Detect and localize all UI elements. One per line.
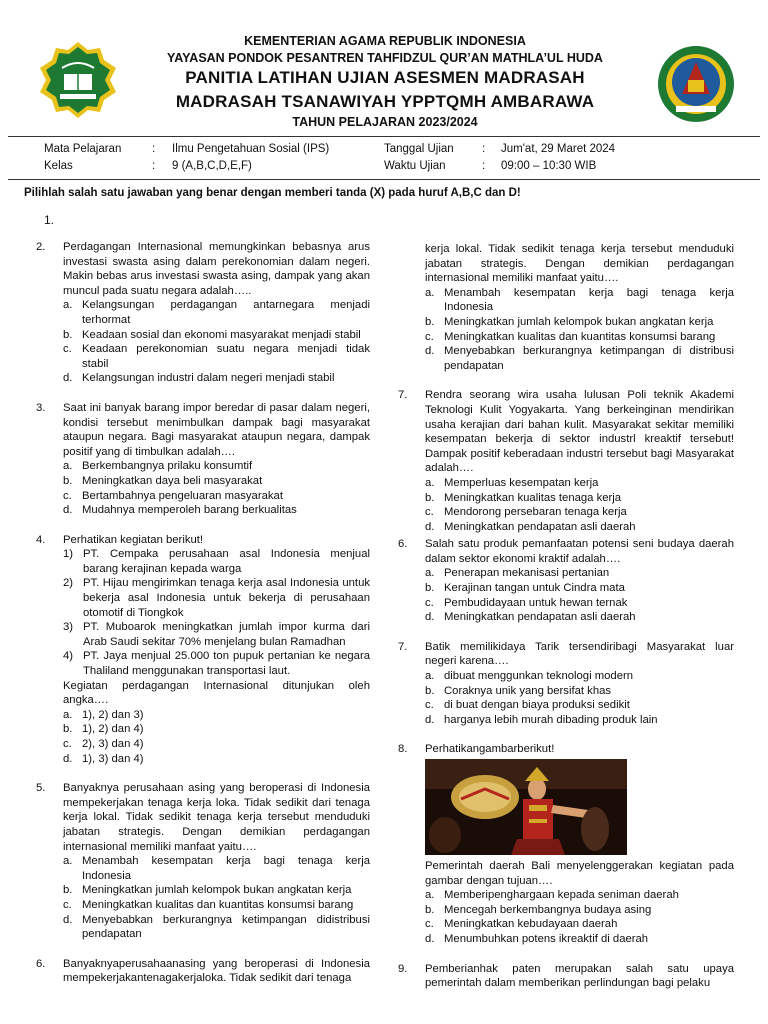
option-text: 1), 3) dan 4) xyxy=(82,752,144,765)
option-letter: d. xyxy=(425,713,435,726)
option-text: Bertambahnya pengeluaran masyarakat xyxy=(82,489,283,502)
option-letter: d. xyxy=(63,752,73,765)
time-label: Waktu Ujian xyxy=(384,160,446,172)
statement-text: PT. Muboarok meningkatkan jumlah impor kurma dari Arab Saudi sekitar 70% menjelang bulan Ramadhan xyxy=(83,621,370,648)
question-5 xyxy=(36,781,370,942)
option-text: Penerapan mekanisasi pertanian xyxy=(444,567,610,580)
option-letter: c. xyxy=(425,918,434,931)
option-text: Keadaan sosial dan ekonomi masyarakat menjadi stabil xyxy=(82,328,361,341)
question-7b xyxy=(398,640,734,728)
option-d[interactable] xyxy=(425,932,734,947)
question-number: 4. xyxy=(36,533,46,546)
date-label: Tanggal Ujian xyxy=(384,143,454,155)
option-text: Menumbuhkan potens ikreaktif di daerah xyxy=(444,932,649,945)
question-text: Batik memilikidaya Tarik tersendiribagi Masyarakat luar negeri karena…. xyxy=(425,640,734,668)
option-letter: c. xyxy=(425,596,434,609)
question-number: 9. xyxy=(398,962,408,975)
option-letter: d. xyxy=(425,345,435,358)
option-text: Meningkatkan pendapatan asli daerah xyxy=(444,520,636,533)
option-letter: b. xyxy=(63,328,73,341)
option-c[interactable] xyxy=(63,898,370,913)
question-4 xyxy=(36,533,370,767)
left-column xyxy=(36,240,370,1001)
question-number: 6. xyxy=(36,957,46,970)
option-text: Mudahnya memperoleh barang berkualitas xyxy=(82,504,297,517)
option-a[interactable] xyxy=(63,298,370,327)
question-6 xyxy=(36,957,370,986)
options xyxy=(425,566,734,624)
option-letter: d. xyxy=(425,932,435,945)
option-letter: c. xyxy=(63,898,72,911)
option-text: Meningkatkan kebudayaan daerah xyxy=(444,918,618,931)
option-d[interactable] xyxy=(425,520,734,535)
option-letter: a. xyxy=(425,476,435,489)
option-letter: a. xyxy=(425,889,435,902)
statement-4 xyxy=(63,649,370,678)
info-row-2 xyxy=(0,160,768,176)
question-8 xyxy=(398,742,734,946)
option-text: 1), 2) dan 3) xyxy=(82,708,144,721)
options xyxy=(425,888,734,946)
option-letter: c. xyxy=(63,738,72,750)
question-prompt: Kegiatan perdagangan Internasional ditunjukan oleh angka…. xyxy=(63,679,370,707)
option-letter: b. xyxy=(425,491,435,504)
option-b[interactable] xyxy=(63,722,370,737)
school-emblem-icon xyxy=(656,44,736,124)
option-text: Mencegah berkembangnya budaya asing xyxy=(444,903,652,916)
kemenag-logo-icon xyxy=(38,40,118,120)
option-a[interactable] xyxy=(425,888,734,903)
question-6b xyxy=(398,537,734,625)
statements xyxy=(63,547,370,678)
option-a[interactable] xyxy=(63,854,370,883)
option-text: harganya lebih murah dibading produk lain xyxy=(444,713,658,726)
question-number: 5. xyxy=(36,782,46,795)
option-letter: c. xyxy=(425,699,434,712)
header-school: MADRASAH TSANAWIYAH YPPTQMH AMBARAWA xyxy=(175,92,595,111)
question-prompt: Pemerintah daerah Bali menyelenggerakan kegiatan pada gambar dengan tujuan…. xyxy=(425,860,734,887)
option-d[interactable] xyxy=(63,752,370,767)
question-text: Rendra seorang wira usaha lulusan Poli teknik Akademi Teknologi Kulit Yogyakarta. Yang berkeinginan mendirikan usaha kerajian dari bahan kulit. Masyarakat sekitar memiliki kesempatan bekerja di sektor industrl kreaktif tersebut! Dampak positif keberadaan industri tersebut bagi Masyarakat adalah…. xyxy=(425,389,734,475)
option-text: Menyebabkan berkurangnya ketimpangan di distribusi pendapatan xyxy=(444,345,734,372)
option-text: 1), 2) dan 4) xyxy=(82,723,144,736)
subject-sep: : xyxy=(152,143,156,155)
statement-text: PT. Jaya menjual 25.000 ton pupuk pertanian ke negara Thaliland menggunakan transportasi laut. xyxy=(83,650,370,678)
option-text: Meningkatkan jumlah kelompok bukan angkatan kerja xyxy=(82,884,352,897)
option-c[interactable] xyxy=(425,917,734,932)
option-a[interactable] xyxy=(425,669,734,684)
option-c[interactable] xyxy=(425,505,734,520)
question-number: 8. xyxy=(398,743,408,756)
option-text: Berkembangnya prilaku konsumtif xyxy=(82,460,253,473)
question-1-number: 1. xyxy=(44,213,55,227)
option-text: Kelangsungan industri dalam negeri menjadi stabil xyxy=(82,372,335,385)
question-2 xyxy=(36,240,370,386)
statement-2 xyxy=(63,576,370,620)
option-text: dibuat menggunkan teknologi modern xyxy=(444,670,634,683)
info-bottom-rule xyxy=(8,179,760,180)
date-value: Jum'at, 29 Maret 2024 xyxy=(501,143,616,155)
question-text: Salah satu produk pemanfaatan potensi seni budaya daerah dalam sektor ekonomi kraktif adalah…. xyxy=(425,538,734,565)
time-value: 09:00 – 10:30 WIB xyxy=(501,160,597,172)
info-top-rule xyxy=(8,136,760,137)
options xyxy=(63,854,370,942)
option-letter: b. xyxy=(425,315,435,328)
question-7 xyxy=(398,388,734,534)
question-text: Pemberianhak paten merupakan salah satu upaya pemerintah dalam memberikan perlindungan bagi pelaku xyxy=(425,962,734,990)
option-text: Menambah kesempatan kerja bagi tenaga kerja Indonesia xyxy=(82,855,370,882)
option-d[interactable] xyxy=(63,503,370,518)
options xyxy=(63,708,370,766)
option-a[interactable] xyxy=(425,286,734,315)
option-b[interactable] xyxy=(425,903,734,918)
option-letter: d. xyxy=(425,611,435,624)
option-letter: a. xyxy=(425,567,435,580)
question-text: Perhatikan kegiatan berikut! xyxy=(63,533,204,546)
option-letter: d. xyxy=(425,520,435,533)
option-d[interactable] xyxy=(425,610,734,625)
option-text: Coraknya unik yang bersifat khas xyxy=(444,684,612,697)
option-c[interactable] xyxy=(425,698,734,713)
option-letter: a. xyxy=(425,286,435,299)
option-c[interactable] xyxy=(63,342,370,371)
class-sep: : xyxy=(152,160,156,172)
option-letter: a. xyxy=(63,855,73,868)
statement-number: 2) xyxy=(63,577,74,590)
info-row-1 xyxy=(0,143,768,159)
options xyxy=(425,286,734,374)
option-b[interactable] xyxy=(425,581,734,596)
option-text: Meningkatkan pendapatan asli daerah xyxy=(444,611,636,624)
option-b[interactable] xyxy=(425,491,734,506)
right-column xyxy=(398,242,734,1006)
option-letter: a. xyxy=(425,670,435,683)
question-text: Banyaknya perusahaan asing yang beroperasi di Indonesia mempekerjakan tenaga kerja loka. Tidak sedikit dari tenaga kerja lokal. Tidak sedikit tenaga kerja tersebut menduduki jabatan strategis. Dengan demikian perdagangan internasional memiliki manfaat yaitu…. xyxy=(63,782,370,853)
option-c[interactable] xyxy=(425,330,734,345)
option-a[interactable] xyxy=(425,566,734,581)
options xyxy=(63,459,370,517)
option-text: Kerajinan tangan untuk Cindra mata xyxy=(444,582,625,595)
question-3 xyxy=(36,401,370,518)
options xyxy=(425,476,734,534)
option-text: Meningkatkan kualitas tenaga kerja xyxy=(444,491,622,504)
option-letter: c. xyxy=(425,330,434,343)
option-text: di buat dengan biaya produksi sedikit xyxy=(444,699,630,712)
option-text: Keadaan perekonomian suatu negara menjadi tidak stabil xyxy=(82,343,370,370)
option-a[interactable] xyxy=(63,459,370,474)
option-text: Meningkatkan kualitas dan kuantitas konsumsi barang xyxy=(444,330,716,343)
option-d[interactable] xyxy=(425,344,734,373)
option-text: Mendorong persebaran tenaga kerja xyxy=(444,506,627,519)
question-number: 2. xyxy=(36,241,46,253)
option-text: Memberipenghargaan kepada seniman daerah xyxy=(444,889,679,902)
statement-number: 3) xyxy=(63,621,74,634)
header-committee: PANITIA LATIHAN UJIAN ASESMEN MADRASAH xyxy=(185,68,585,87)
option-c[interactable] xyxy=(63,737,370,752)
option-text: Menambah kesempatan kerja bagi tenaga kerja Indonesia xyxy=(444,286,734,314)
option-text: Meningkatkan kualitas dan kuantitas konsumsi barang xyxy=(82,898,354,911)
statement-1 xyxy=(63,547,370,576)
option-text: Kelangsungan perdagangan antarnegara menjadi terhormat xyxy=(82,299,370,326)
option-letter: d. xyxy=(63,913,73,926)
statement-number: 4) xyxy=(63,650,74,663)
option-c[interactable] xyxy=(63,489,370,504)
class-label: Kelas xyxy=(44,160,73,172)
letterhead xyxy=(0,0,768,136)
statement-text: PT. Hijau mengirimkan tenaga kerja asal Indonesia untuk bekerja asal Indonesia untuk bekerja di perusahaan otomotif di Tiongkok xyxy=(83,577,370,619)
question-number: 3. xyxy=(36,401,46,414)
class-value: 9 (A,B,C,D,E,F) xyxy=(172,160,252,172)
header-year: TAHUN PELAJARAN 2023/2024 xyxy=(292,115,478,129)
options xyxy=(425,669,734,727)
option-letter: d. xyxy=(63,504,73,517)
option-letter: b. xyxy=(63,884,73,897)
option-letter: c. xyxy=(425,506,434,519)
option-text: Meningkatkan daya beli masyarakat xyxy=(82,474,263,487)
instruction: Pilihlah salah satu jawaban yang benar dengan memberi tanda (X) pada huruf A,B,C dan D! xyxy=(24,187,521,199)
time-sep: : xyxy=(482,160,486,172)
option-b[interactable] xyxy=(63,328,370,343)
question-number: 7. xyxy=(398,640,408,653)
header-ministry: KEMENTERIAN AGAMA REPUBLIK INDONESIA xyxy=(244,34,526,48)
option-c[interactable] xyxy=(425,596,734,611)
option-b[interactable] xyxy=(63,883,370,898)
options xyxy=(63,298,370,386)
date-sep: : xyxy=(482,143,486,155)
balinese-dancer-image xyxy=(425,759,627,855)
option-text: Pembudidayaan untuk hewan ternak xyxy=(444,596,628,609)
option-a[interactable] xyxy=(425,476,734,491)
subject-value: Ilmu Pengetahuan Sosial (IPS) xyxy=(172,143,330,155)
statement-number: 1) xyxy=(63,548,74,561)
option-d[interactable] xyxy=(63,913,370,942)
header-foundation: YAYASAN PONDOK PESANTREN TAHFIDZUL QUR’AN MATHLA’UL HUDA xyxy=(167,51,603,65)
option-d[interactable] xyxy=(425,713,734,728)
option-letter: b. xyxy=(425,903,435,916)
option-letter: b. xyxy=(63,723,73,736)
option-d[interactable] xyxy=(63,371,370,386)
option-letter: c. xyxy=(63,489,72,502)
option-letter: a. xyxy=(63,708,73,721)
option-text: Menyebabkan berkurangnya ketimpangan didistribusi pendapatan xyxy=(82,913,370,941)
question-text: Banyaknyaperusahaanasing yang beroperasi di Indonesia mempekerjakantenagakerjaloka. Tidak sedikit dari tenaga xyxy=(63,957,370,985)
question-text: Perhatikangambarberikut! xyxy=(425,743,555,756)
question-6-continued xyxy=(398,242,734,373)
question-text: kerja lokal. Tidak sedikit tenaga kerja tersebut menduduki jabatan strategis. Dengan demikian perdagangan internasional memiliki manfaat yaitu…. xyxy=(425,243,734,285)
subject-label: Mata Pelajaran xyxy=(44,143,122,155)
option-letter: a. xyxy=(63,299,73,312)
statement-3 xyxy=(63,620,370,649)
option-b[interactable] xyxy=(425,684,734,699)
option-letter: d. xyxy=(63,372,73,385)
option-b[interactable] xyxy=(63,474,370,489)
option-letter: a. xyxy=(63,460,73,473)
option-a[interactable] xyxy=(63,708,370,723)
option-letter: b. xyxy=(425,684,435,697)
option-text: Memperluas kesempatan kerja xyxy=(444,476,599,489)
statement-text: PT. Cempaka perusahaan asal Indonesia menjual barang kerajinan kepada warga xyxy=(83,548,370,575)
question-text: Perdagangan Internasional memungkinkan bebasnya arus investasi swasta asing dalam perekonomian dalam negeri. Makin bebas arus investasi swasta asing, dampak yang akan muncul pada suatu negara adalah….. xyxy=(63,241,370,297)
option-letter: b. xyxy=(425,582,435,595)
question-text: Saat ini banyak barang impor beredar di pasar dalam negeri, kondisi tersebut menimbulkan dampak bagi masyarakat ataupun negara. Bagi masyarakat ataupun negara, dampak positif yang di timbulkan adalah…. xyxy=(63,401,370,458)
option-letter: b. xyxy=(63,474,73,487)
question-number: 6. xyxy=(398,538,408,551)
option-text: 2), 3) dan 4) xyxy=(82,738,144,750)
option-text: Meningkatkan jumlah kelompok bukan angkatan kerja xyxy=(444,315,714,328)
option-letter: c. xyxy=(63,343,72,356)
question-number: 7. xyxy=(398,389,408,402)
option-b[interactable] xyxy=(425,315,734,330)
question-9 xyxy=(398,962,734,991)
